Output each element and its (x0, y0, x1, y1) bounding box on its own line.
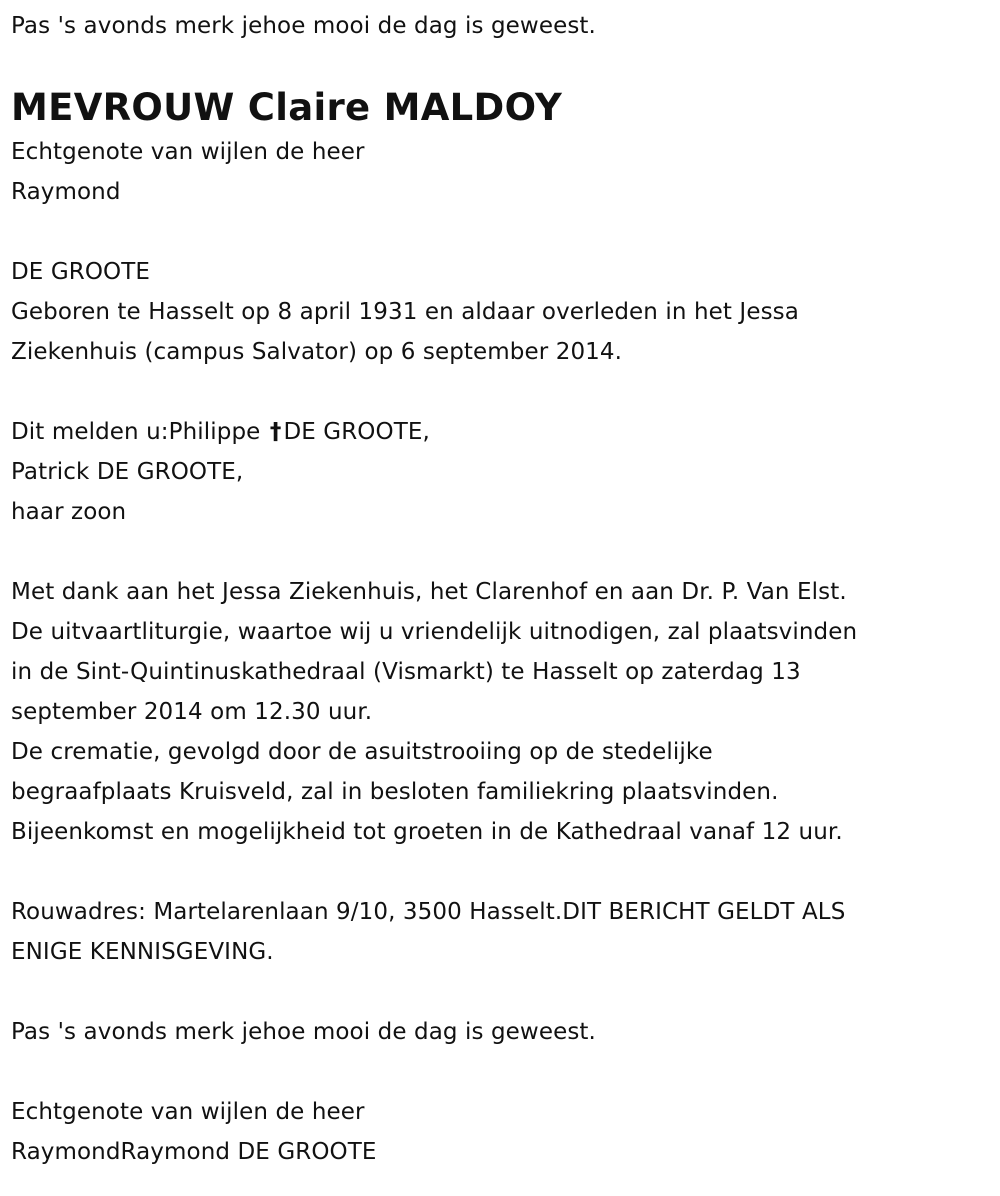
spacer (11, 972, 1000, 1012)
opening-quote: Pas 's avonds merk jehoe mooi de dag is geweest. (11, 13, 596, 39)
body-line: in de Sint-Quintinuskathedraal (Vismarkt) te Hasselt op zaterdag 13 (11, 659, 801, 685)
announcer-second: Patrick DE GROOTE, (11, 459, 244, 485)
body-line: begraafplaats Kruisveld, zal in besloten familiekring plaatsvinden. (11, 779, 779, 805)
closing-quote: Pas 's avonds merk jehoe mooi de dag is geweest. (11, 1019, 596, 1045)
obituary-notice (0, 6, 1000, 1196)
announcer-line (11, 412, 1000, 452)
closing-spouse-line: Echtgenote van wijlen de heer (11, 1099, 365, 1125)
body-line: Met dank aan het Jessa Ziekenhuis, het Clarenhof en aan Dr. P. Van Elst. (11, 579, 847, 605)
announcer-prefix: Dit melden u:Philippe (11, 419, 261, 445)
deceased-name: MEVROUW Claire MALDOY (11, 86, 563, 129)
spouse-first-name: Raymond (11, 179, 121, 205)
body-line: De crematie, gevolgd door de asuitstrooiing op de stedelijke (11, 739, 713, 765)
body-line: Bijeenkomst en mogelijkheid tot groeten in de Kathedraal vanaf 12 uur. (11, 819, 843, 845)
spacer (11, 212, 1000, 252)
body-line: De uitvaartliturgie, waartoe wij u vriendelijk uitnodigen, zal plaatsvinden (11, 619, 858, 645)
spouse-surname: DE GROOTE (11, 259, 151, 285)
announcer-relation: haar zoon (11, 499, 127, 525)
birth-death-line: Ziekenhuis (campus Salvator) op 6 september 2014. (11, 339, 623, 365)
spacer (11, 532, 1000, 572)
spouse-line: Echtgenote van wijlen de heer (11, 139, 365, 165)
address-line: ENIGE KENNISGEVING. (11, 939, 274, 965)
closing-spouse-name: RaymondRaymond DE GROOTE (11, 1139, 377, 1165)
body-line: september 2014 om 12.30 uur. (11, 699, 373, 725)
spacer (11, 372, 1000, 412)
announcer-surname: DE GROOTE, (283, 419, 430, 445)
birth-death-line: Geboren te Hasselt op 8 april 1931 en aldaar overleden in het Jessa (11, 299, 799, 325)
cross-icon: † (269, 419, 282, 445)
spacer (11, 1052, 1000, 1092)
spacer (11, 852, 1000, 892)
address-line: Rouwadres: Martelarenlaan 9/10, 3500 Hasselt.DIT BERICHT GELDT ALS (11, 899, 846, 925)
